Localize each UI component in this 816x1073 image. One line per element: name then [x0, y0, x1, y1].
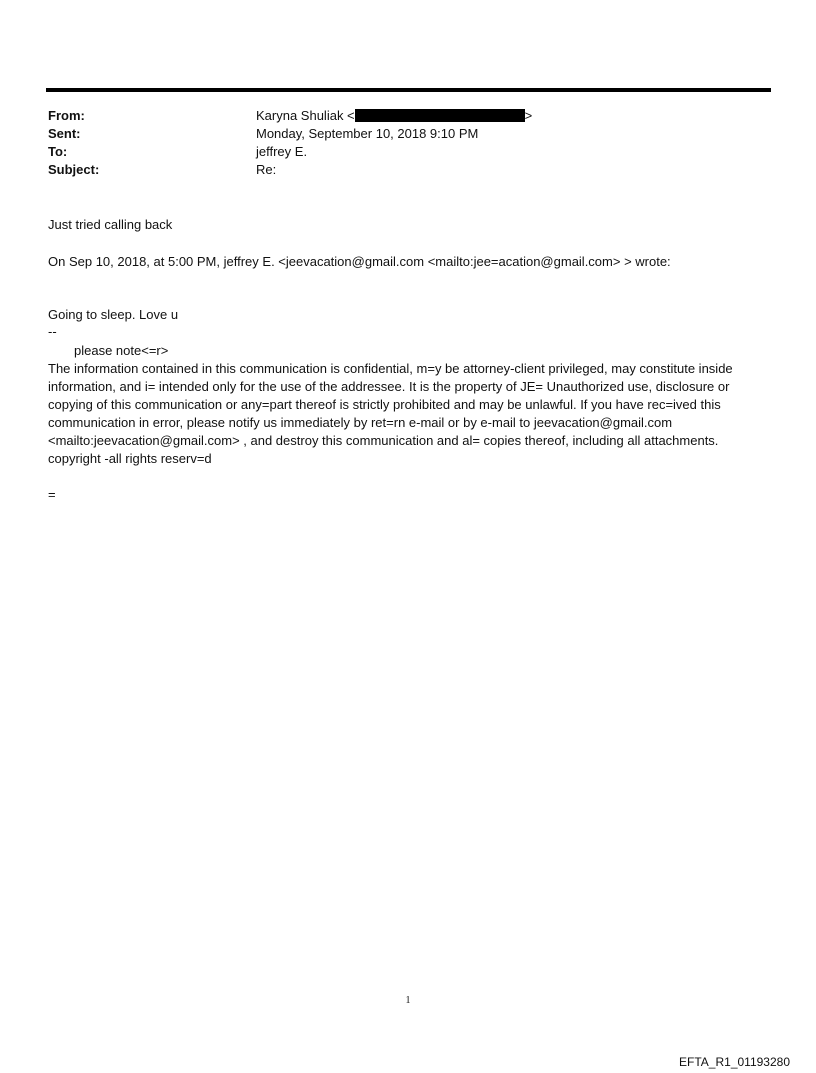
header-divider — [46, 88, 771, 92]
to-label: To: — [48, 144, 68, 159]
page-number: 1 — [405, 995, 411, 1006]
quote-intro: On Sep 10, 2018, at 5:00 PM, jeffrey E. <jeevacation@gmail.com <mailto:jee=acation@gmail.com> > wrote: — [48, 254, 671, 269]
quoted-message: Going to sleep. Love u — [48, 307, 179, 322]
from-name: Karyna Shuliak < — [256, 108, 355, 123]
please-note: please note<=r> — [74, 343, 169, 358]
from-label: From: — [48, 108, 85, 123]
bates-number: EFTA_R1_01193280 — [679, 1055, 790, 1069]
subject-row — [48, 161, 748, 179]
to-row — [48, 143, 748, 161]
from-value — [256, 107, 748, 125]
message-line: Just tried calling back — [48, 217, 173, 232]
email-header — [48, 107, 748, 179]
redaction-box — [355, 109, 525, 122]
trailing-equals: = — [48, 487, 56, 502]
from-suffix: > — [524, 108, 533, 123]
from-row — [48, 107, 748, 125]
disclaimer-text: The information contained in this communication is confidential, m=y be attorney-client privileged, may constitute inside information, and i= intended only for the use of the addressee. It is the property of JE= Unauthorized use, disclosure or copying of this communication or any=part thereof is strictly prohibited and may be unlawful. If you have rec=ived this communication in error, please notify us immediately by ret=rn e-mail or by e-mail to jeevacation@gmail.com <mailto:jeevacation@gmail.com> , and destroy this communication and al= copies thereof, including all attachments. copyright -all rights reserv=d — [48, 361, 737, 466]
sent-label: Sent: — [48, 126, 81, 141]
sent-value: Monday, September 10, 2018 9:10 PM — [256, 126, 479, 141]
signature-separator: -- — [48, 324, 57, 339]
sent-row — [48, 125, 748, 143]
subject-value: Re: — [256, 162, 277, 177]
to-value: jeffrey E. — [256, 144, 308, 159]
subject-label: Subject: — [48, 162, 100, 177]
